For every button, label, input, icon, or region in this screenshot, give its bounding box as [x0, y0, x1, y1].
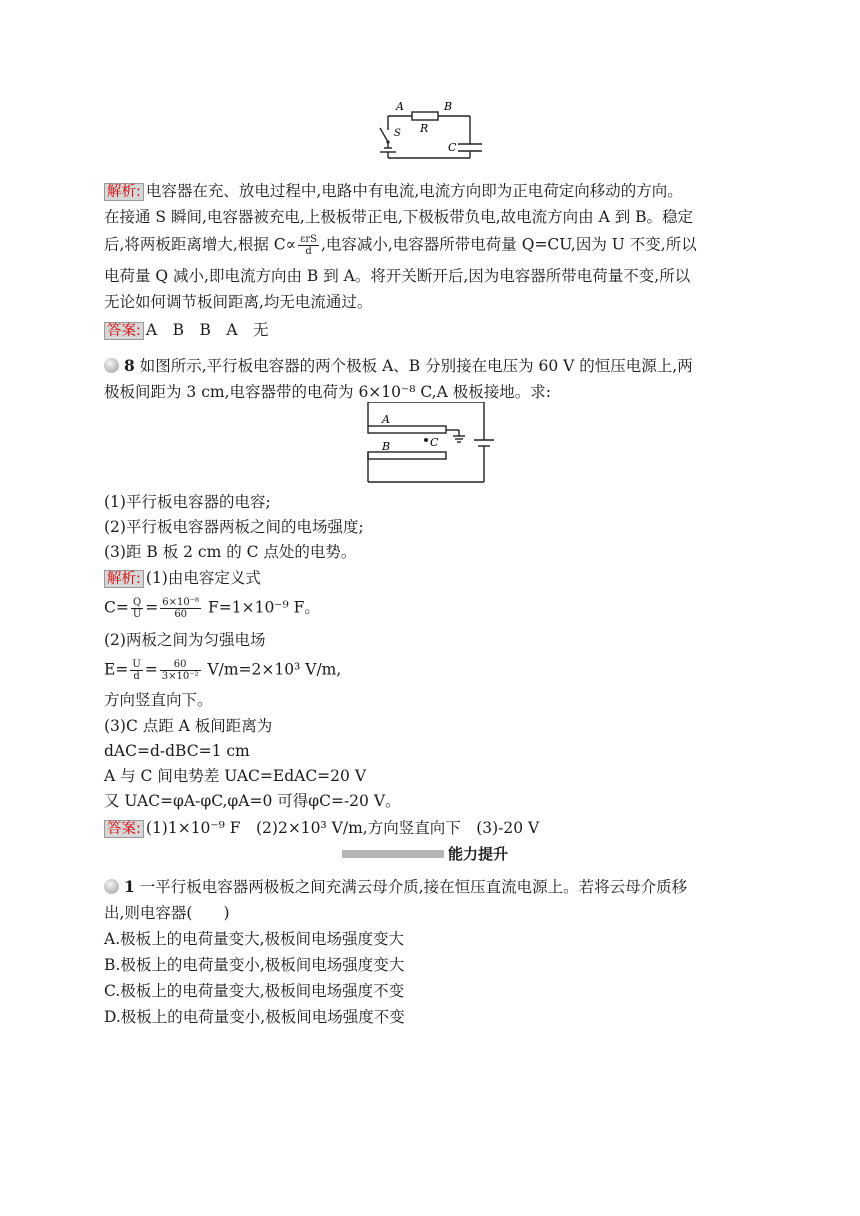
fraction-q-over-u: $\frac{Q}{U}$: [132, 597, 142, 620]
analysis-tag: 解析:: [104, 183, 144, 201]
q8-sub1: (1)平行板电容器的电容;: [104, 493, 271, 511]
plate-A-label: A: [382, 413, 390, 426]
q7-explanation-line3: 后,将两板距离增大,根据 C∝ $\frac{\text{εrS}}{d}$ ,电容减小,电容器所带电荷量 Q=CU,因为 U 不变,所以: [104, 234, 697, 257]
q7-explanation-line1: 解析: 电容器在充、放电过程中,电路中有电流,电流方向即为正电荷定向移动的方向。: [104, 181, 683, 202]
p1-option-a: A.极板上的电荷量变大,极板间电场强度变大: [104, 930, 405, 948]
label-B: B: [444, 100, 453, 113]
label-R: R: [420, 122, 429, 135]
label-S: S: [394, 128, 401, 139]
analysis-tag: 解析:: [104, 570, 144, 588]
q8-solution-3-line1: dAC=d-dBC=1 cm: [104, 742, 250, 760]
answer-tag: 答案:: [104, 322, 144, 340]
q8-stem-line1: 8 如图所示,平行板电容器的两个极板 A、B 分别接在电压为 60 V 的恒压电源上,两: [104, 356, 693, 376]
p1-stem-line2: 出,则电容器( ): [104, 904, 230, 922]
point-C-label: C: [430, 436, 439, 449]
q8-solution-3-line2: A 与 C 间电势差 UAC=EdAC=20 V: [104, 767, 367, 785]
q8-solution-3: (3)C 点距 A 板间距离为: [104, 717, 273, 735]
q8-sub3: (3)距 B 板 2 cm 的 C 点处的电势。: [104, 543, 357, 561]
circuit-diagram-rc: [360, 98, 500, 178]
fraction-charge-over-voltage: $\frac{\text{6×10⁻⁸}}{60}$: [162, 597, 200, 620]
section-header: [342, 844, 572, 864]
q8-direction: 方向竖直向下。: [104, 691, 213, 709]
label-A: A: [396, 100, 404, 113]
p1-option-d: D.极板上的电荷量变小,极板间电场强度不变: [104, 1008, 405, 1026]
q7-explanation-line5: 无论如何调节板间距离,均无电流通过。: [104, 293, 373, 311]
q8-stem-line2: 极板间距为 3 cm,电容器带的电荷为 6×10⁻⁸ C,A 极板接地。求:: [104, 383, 551, 401]
fraction-60-over-distance: $\frac{60}{\text{3×10⁻²}}$: [161, 659, 199, 682]
section-bar: [342, 850, 444, 858]
question-bullet-icon: [104, 358, 119, 373]
q8-solution-2: (2)两板之间为匀强电场: [104, 631, 266, 649]
p1-option-c: C.极板上的电荷量变大,极板间电场强度不变: [104, 982, 405, 1000]
q8-solution-3-line3: 又 UAC=φA-φC,φA=0 可得φC=-20 V。: [104, 792, 401, 810]
question-bullet-icon: [104, 879, 119, 894]
q7-explanation-line4: 电荷量 Q 减小,即电流方向由 B 到 A。将开关断开后,因为电容器所带电荷量不变,所以: [104, 267, 691, 285]
q8-solution-1: 解析: (1)由电容定义式: [104, 568, 261, 589]
q7-explanation-line2: 在接通 S 瞬间,电容器被充电,上极板带正电,下极板带负电,故电流方向由 A 到 B。稳定: [104, 208, 694, 226]
capacitor-circuit-diagram: [364, 402, 494, 488]
fraction-epsilon-s-over-d: $\frac{\text{εrS}}{d}$: [300, 234, 317, 257]
q8-capacitance-formula: C= $\frac{Q}{U}$ = $\frac{\text{6×10⁻⁸}}{60}$ F=1×10⁻⁹ F。: [104, 597, 320, 620]
q7-answer: 答案: A B B A 无: [104, 320, 269, 341]
fraction-u-over-d: $\frac{U}{d}$: [132, 659, 141, 682]
p1-option-b: B.极板上的电荷量变小,极板间电场强度变大: [104, 956, 405, 974]
q8-answer: 答案: (1)1×10⁻⁹ F (2)2×10³ V/m,方向竖直向下 (3)-20 V: [104, 818, 539, 839]
plate-B-label: B: [382, 440, 391, 453]
q8-sub2: (2)平行板电容器两板之间的电场强度;: [104, 518, 364, 536]
label-C: C: [448, 141, 457, 154]
answer-tag: 答案:: [104, 820, 144, 838]
q8-field-formula: E= $\frac{U}{d}$ = $\frac{60}{\text{3×10⁻²}}$ V/m=2×10³ V/m,: [104, 659, 342, 682]
section-title: 能力提升: [448, 845, 509, 863]
p1-stem-line1: 1 一平行板电容器两极板之间充满云母介质,接在恒压直流电源上。若将云母介质移: [104, 877, 687, 897]
